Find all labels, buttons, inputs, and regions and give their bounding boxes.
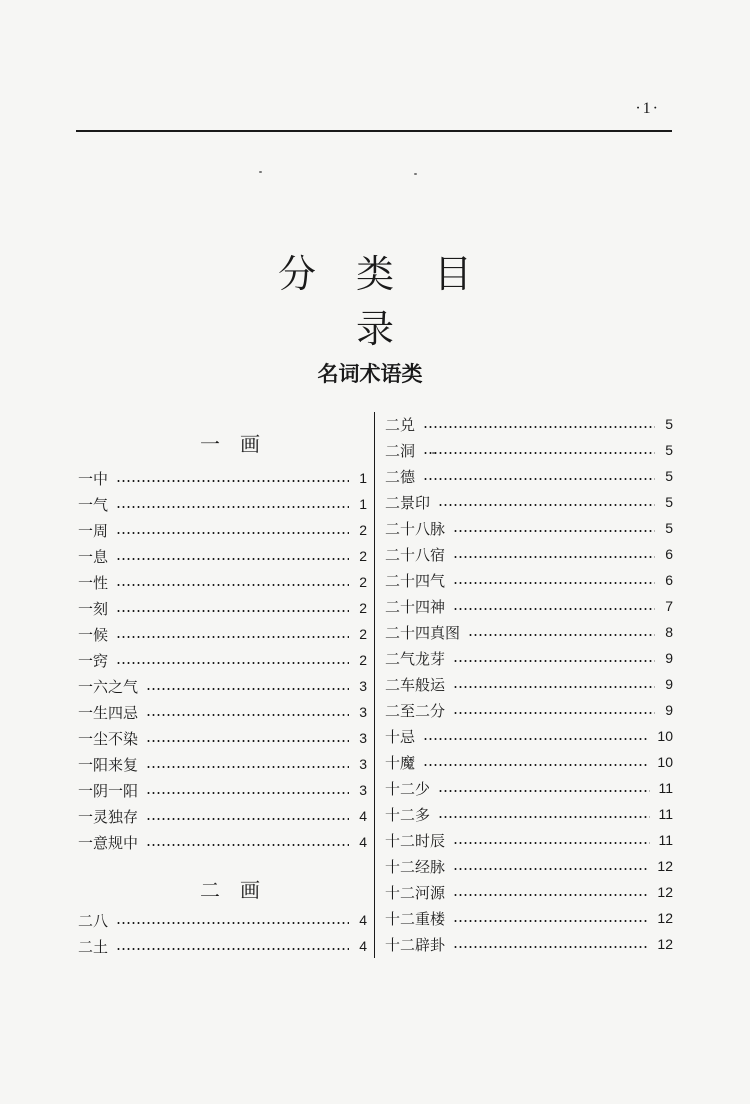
toc-page-number: 10 — [657, 728, 673, 744]
toc-entry[interactable] — [385, 569, 673, 591]
toc-entry[interactable] — [385, 803, 673, 825]
toc-entry[interactable] — [78, 727, 367, 749]
leader-dots — [146, 740, 349, 742]
leader-dots — [453, 660, 655, 662]
toc-page-number: 1 — [359, 470, 367, 486]
leader-dots — [423, 738, 649, 740]
leader-dots — [116, 480, 349, 482]
toc-entry[interactable] — [78, 909, 367, 931]
toc-entry[interactable] — [78, 675, 367, 697]
toc-page-number: 6 — [665, 546, 673, 562]
toc-page-number: 11 — [658, 780, 673, 796]
leader-dots — [146, 844, 349, 846]
leader-dots — [453, 556, 655, 558]
toc-entry[interactable] — [78, 701, 367, 723]
toc-term: 二景印 — [385, 493, 431, 512]
toc-entry[interactable] — [78, 753, 367, 775]
leader-dots — [423, 478, 655, 480]
toc-page-number: 11 — [658, 832, 673, 848]
toc-term: 一六之气 — [78, 677, 139, 696]
toc-entry[interactable] — [385, 881, 673, 903]
toc-entry[interactable] — [78, 831, 367, 853]
leader-dots — [116, 506, 349, 508]
toc-term: 一尘不染 — [78, 729, 139, 748]
toc-page-number: 2 — [359, 574, 367, 590]
toc-entry[interactable] — [78, 597, 367, 619]
stroke-heading-one: 一画 — [200, 432, 280, 456]
toc-page-number: 9 — [665, 650, 673, 666]
leader-dots — [453, 894, 649, 896]
leader-dots — [453, 608, 655, 610]
toc-page-number: 4 — [359, 912, 367, 928]
toc-term: 十魔 — [385, 753, 416, 772]
toc-page-number: 4 — [359, 938, 367, 954]
column-divider — [374, 412, 375, 958]
toc-entry[interactable] — [385, 543, 673, 565]
leader-dots — [116, 610, 349, 612]
toc-term: 二十八脉 — [385, 519, 446, 538]
leader-dots — [146, 792, 349, 794]
toc-entry[interactable] — [385, 413, 673, 435]
toc-entry[interactable] — [78, 519, 367, 541]
toc-term: 十二时辰 — [385, 831, 446, 850]
leader-dots — [453, 712, 655, 714]
leader-dots — [116, 948, 349, 950]
toc-entry[interactable] — [78, 571, 367, 593]
toc-entry[interactable] — [385, 725, 673, 747]
toc-term: 十二辟卦 — [385, 935, 446, 954]
toc-entry[interactable] — [385, 933, 673, 955]
toc-page-number: 8 — [665, 624, 673, 640]
toc-entry[interactable] — [78, 545, 367, 567]
toc-term: 十二河源 — [385, 883, 446, 902]
toc-page-number: 9 — [665, 676, 673, 692]
toc-term: 一刻 — [78, 599, 109, 618]
leader-dots — [468, 634, 655, 636]
toc-term: 二车般运 — [385, 675, 446, 694]
toc-term: 一生四忌 — [78, 703, 139, 722]
leader-dots — [453, 686, 655, 688]
toc-term: 二洞 — [385, 441, 416, 460]
toc-term: 一息 — [78, 547, 109, 566]
toc-page-number: 5 — [665, 442, 673, 458]
leader-dots — [423, 452, 655, 454]
toc-entry[interactable] — [78, 649, 367, 671]
toc-page-number: 5 — [665, 520, 673, 536]
toc-entry[interactable] — [385, 829, 673, 851]
toc-entry[interactable] — [385, 699, 673, 721]
leader-dots — [116, 558, 349, 560]
toc-term: 二土 — [78, 937, 109, 956]
toc-page-number: 4 — [359, 834, 367, 850]
toc-page-number: 9 — [665, 702, 673, 718]
toc-entry[interactable] — [385, 647, 673, 669]
toc-term: 二十四真图 — [385, 623, 461, 642]
toc-page-number: 3 — [359, 678, 367, 694]
toc-page-number: 6 — [665, 572, 673, 588]
toc-entry[interactable] — [385, 491, 673, 513]
toc-entry[interactable] — [78, 467, 367, 489]
toc-page-number: 3 — [359, 730, 367, 746]
page-title: 分类目录 — [277, 252, 512, 352]
toc-page-number: 12 — [657, 858, 673, 874]
toc-page-number: 1 — [359, 496, 367, 512]
leader-dots — [116, 922, 349, 924]
scan-speck — [259, 171, 262, 173]
toc-page-number: 5 — [665, 416, 673, 432]
toc-term: 十二多 — [385, 805, 431, 824]
toc-page-number: 12 — [657, 884, 673, 900]
toc-term: 二德 — [385, 467, 416, 486]
toc-term: 十忌 — [385, 727, 416, 746]
toc-page-number: 3 — [359, 782, 367, 798]
toc-page-number: 2 — [359, 652, 367, 668]
toc-term: 二十四神 — [385, 597, 446, 616]
toc-term: 二气龙芽 — [385, 649, 446, 668]
leader-dots — [438, 504, 655, 506]
leader-dots — [116, 584, 349, 586]
toc-page-number: 11 — [658, 806, 673, 822]
leader-dots — [146, 688, 349, 690]
toc-term: 二十四气 — [385, 571, 446, 590]
toc-page-number: 10 — [657, 754, 673, 770]
leader-dots — [453, 868, 649, 870]
toc-term: 二八 — [78, 911, 109, 930]
toc-term: 二兑 — [385, 415, 416, 434]
toc-entry[interactable] — [385, 907, 673, 929]
toc-term: 二至二分 — [385, 701, 446, 720]
leader-dots — [116, 532, 349, 534]
toc-entry[interactable] — [385, 517, 673, 539]
toc-term: 十二重楼 — [385, 909, 446, 928]
leader-dots — [453, 582, 655, 584]
toc-term: 一候 — [78, 625, 109, 644]
toc-term: 一中 — [78, 469, 109, 488]
toc-page-number: 12 — [657, 910, 673, 926]
toc-term: 一气 — [78, 495, 109, 514]
leader-dots — [453, 842, 650, 844]
toc-page-number: 7 — [665, 598, 673, 614]
toc-page-number: 2 — [359, 522, 367, 538]
toc-page-number: 4 — [359, 808, 367, 824]
leader-dots — [438, 790, 650, 792]
toc-entry[interactable] — [385, 621, 673, 643]
scan-speck — [414, 173, 417, 175]
toc-page-number: 5 — [665, 468, 673, 484]
leader-dots — [453, 946, 649, 948]
toc-term: 二十八宿 — [385, 545, 446, 564]
toc-entry[interactable] — [385, 465, 673, 487]
leader-dots — [453, 920, 649, 922]
header-rule — [76, 130, 672, 132]
toc-entry[interactable] — [78, 935, 367, 957]
toc-page-number: 3 — [359, 704, 367, 720]
leader-dots — [116, 636, 349, 638]
category-heading: 名词术语类 — [317, 362, 423, 386]
leader-dots — [423, 426, 655, 428]
toc-entry[interactable] — [385, 777, 673, 799]
toc-entry[interactable] — [78, 623, 367, 645]
toc-entry[interactable] — [385, 439, 673, 461]
page-number: ·1· — [635, 100, 660, 117]
toc-entry[interactable] — [78, 805, 367, 827]
toc-entry[interactable] — [385, 751, 673, 773]
leader-dots — [453, 530, 655, 532]
toc-term: 一窍 — [78, 651, 109, 670]
leader-dots — [146, 714, 349, 716]
toc-term: 十二经脉 — [385, 857, 446, 876]
toc-term: 十二少 — [385, 779, 431, 798]
leader-dots — [146, 766, 349, 768]
toc-page-number: 2 — [359, 626, 367, 642]
stroke-heading-two: 二画 — [200, 878, 280, 902]
toc-page-number: 2 — [359, 548, 367, 564]
toc-page-number: 5 — [665, 494, 673, 510]
toc-entry[interactable] — [385, 673, 673, 695]
toc-page-number: 12 — [657, 936, 673, 952]
toc-entry[interactable] — [385, 855, 673, 877]
leader-dots — [146, 818, 349, 820]
toc-page-number: 2 — [359, 600, 367, 616]
leader-dots — [423, 764, 649, 766]
leader-dots — [116, 662, 349, 664]
toc-term: 一性 — [78, 573, 109, 592]
toc-entry[interactable] — [78, 779, 367, 801]
toc-entry[interactable] — [385, 595, 673, 617]
leader-dots — [438, 816, 650, 818]
toc-term: 一意规中 — [78, 833, 139, 852]
toc-term: 一灵独存 — [78, 807, 139, 826]
toc-page-number: 3 — [359, 756, 367, 772]
toc-term: 一阴一阳 — [78, 781, 139, 800]
toc-entry[interactable] — [78, 493, 367, 515]
toc-term: 一阳来复 — [78, 755, 139, 774]
toc-term: 一周 — [78, 521, 109, 540]
